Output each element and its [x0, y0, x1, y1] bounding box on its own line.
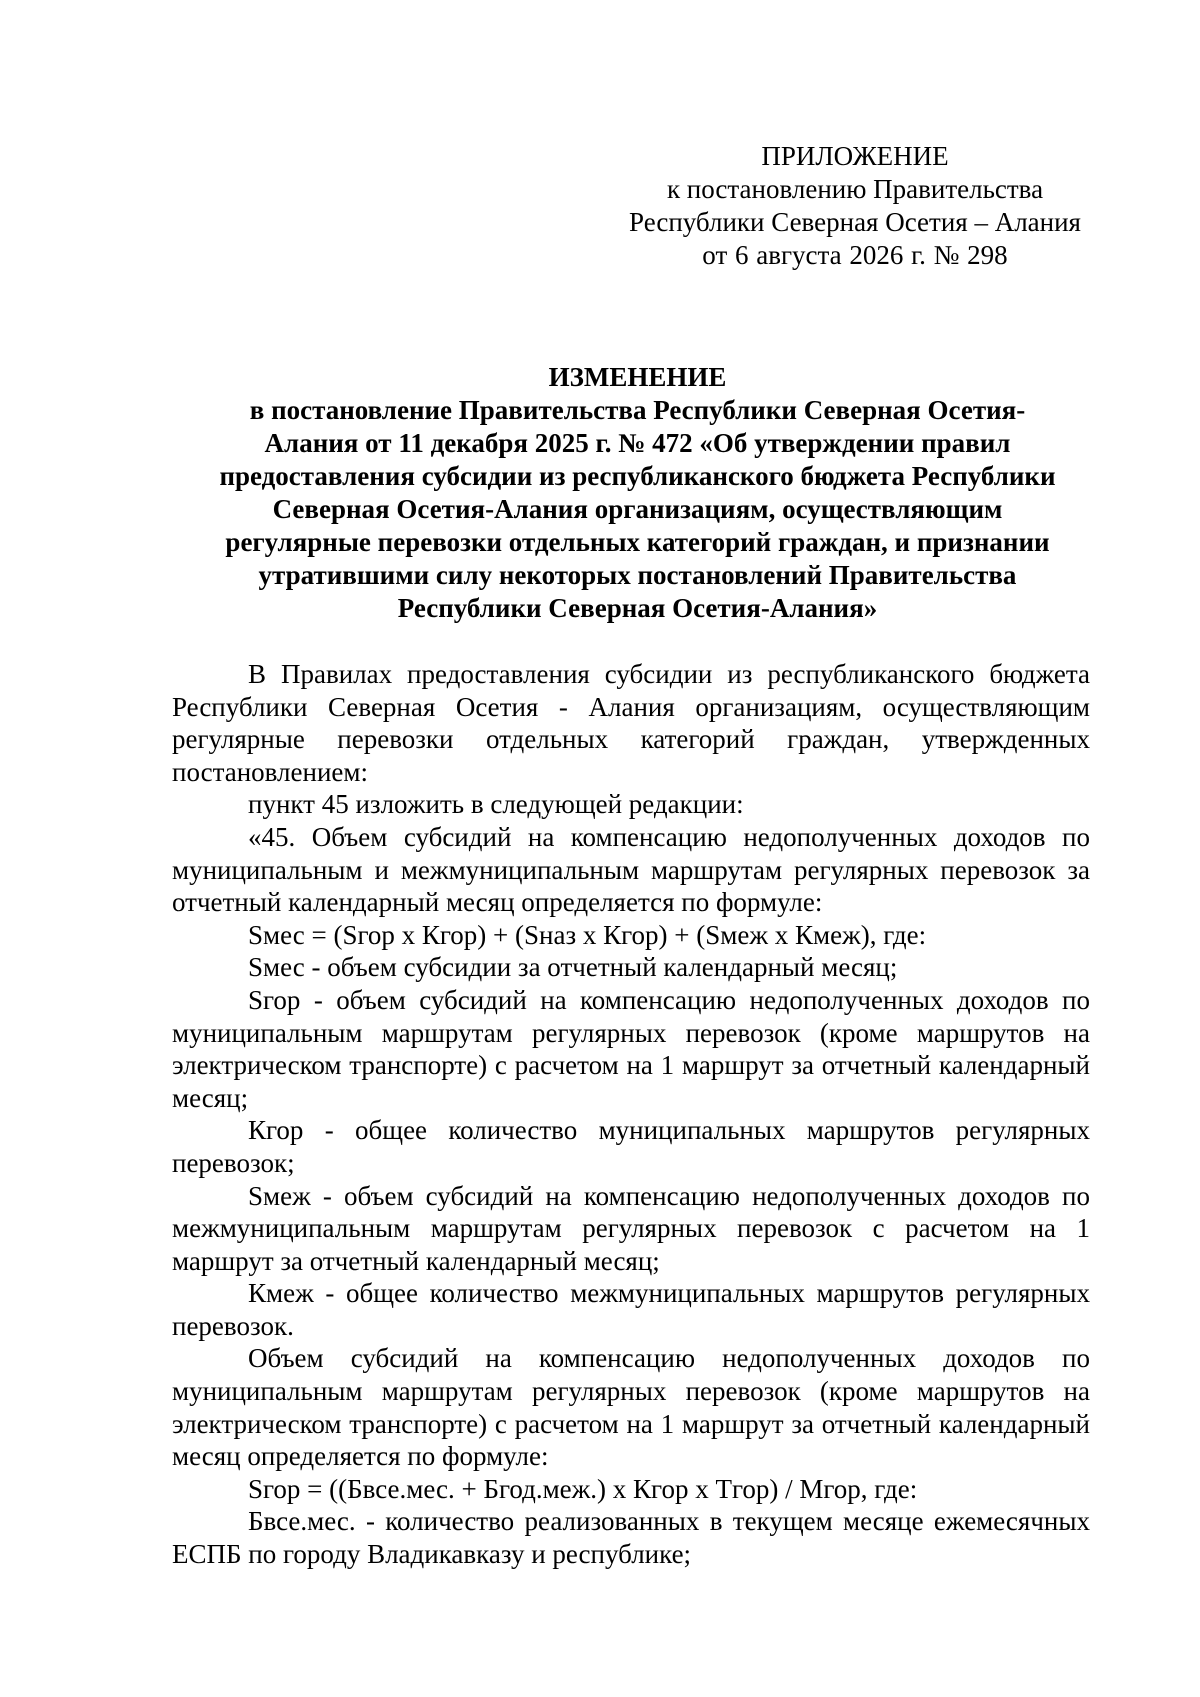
appendix-to-resolution: к постановлению Правительства [666, 174, 1044, 204]
title-line: Северная Осетия-Алания организациям, осуществляющим [272, 494, 1003, 524]
body-paragraph: Sгор - объем субсидий на компенсацию недополученных доходов по муниципальным маршрутам регулярных перевозок (кроме маршрутов на электрическом транспорте) с расчетом на 1 маршрут за отчетный календарный месяц; [172, 984, 1090, 1113]
formula-paragraph: Sгор = ((Бвсе.мес. + Бгод.меж.) х Кгор х Тгор) / Мгор, где: [248, 1473, 918, 1504]
title-line: в постановление Правительства Республики Северная Осетия- [249, 395, 1026, 425]
appendix-date-number: от 6 августа 2026 г. № 298 [702, 240, 1008, 270]
body-paragraph: Кмеж - общее количество межмуниципальных маршрутов регулярных перевозок. [172, 1278, 1090, 1341]
body-paragraph: Объем субсидий на компенсацию недополученных доходов по муниципальным маршрутам регулярных перевозок (кроме маршрутов на электрическом транспорте) с расчетом на 1 маршрут за отчетный календарный месяц определяется по формуле: [172, 1343, 1090, 1472]
body-paragraph: «45. Объем субсидий на компенсацию недополученных доходов по муниципальным и межмуниципальным маршрутам регулярных перевозок за отчетный календарный месяц определяется по формуле: [172, 821, 1090, 918]
body-paragraph: В Правилах предоставления субсидии из республиканского бюджета Республики Северная Осетия - Алания организациям, осуществляющим регулярные перевозки отдельных категорий граждан, утвержденных постановлением: [172, 659, 1090, 787]
title-line: Республики Северная Осетия-Алания» [397, 593, 878, 623]
formula-paragraph: Sмес = (Sгор х Кгор) + (Sназ х Кгор) + (Sмеж х Кмеж), где: [248, 919, 927, 950]
title-line: регулярные перевозки отдельных категорий граждан, и признании [225, 527, 1050, 557]
body-paragraph: Sмес - объем субсидии за отчетный календарный месяц; [248, 952, 898, 983]
body-paragraph: Бвсе.мес. - количество реализованных в текущем месяце ежемесячных ЕСПБ по городу Владикавказу и республике; [172, 1506, 1090, 1570]
title-line: утратившими силу некоторых постановлений Правительства [258, 560, 1017, 590]
body-paragraph: пункт 45 изложить в следующей редакции: [248, 789, 744, 820]
title-heading: ИЗМЕНЕНИЕ [548, 362, 727, 392]
appendix-block [590, 140, 1120, 272]
appendix-republic: Республики Северная Осетия – Алания [629, 207, 1081, 237]
title-line: предоставления субсидии из республиканского бюджета Республики [219, 461, 1056, 491]
body-paragraph: Кгор - общее количество муниципальных маршрутов регулярных перевозок; [172, 1115, 1090, 1178]
title-line: Алания от 11 декабря 2025 г. № 472 «Об утверждении правил [264, 428, 1011, 458]
appendix-label: ПРИЛОЖЕНИЕ [761, 141, 949, 171]
document-title [170, 361, 1105, 625]
body-paragraph: Sмеж - объем субсидий на компенсацию недополученных доходов по межмуниципальным маршрутам регулярных перевозок с расчетом на 1 маршрут за отчетный календарный месяц; [172, 1180, 1090, 1276]
document-body [172, 658, 1090, 1571]
